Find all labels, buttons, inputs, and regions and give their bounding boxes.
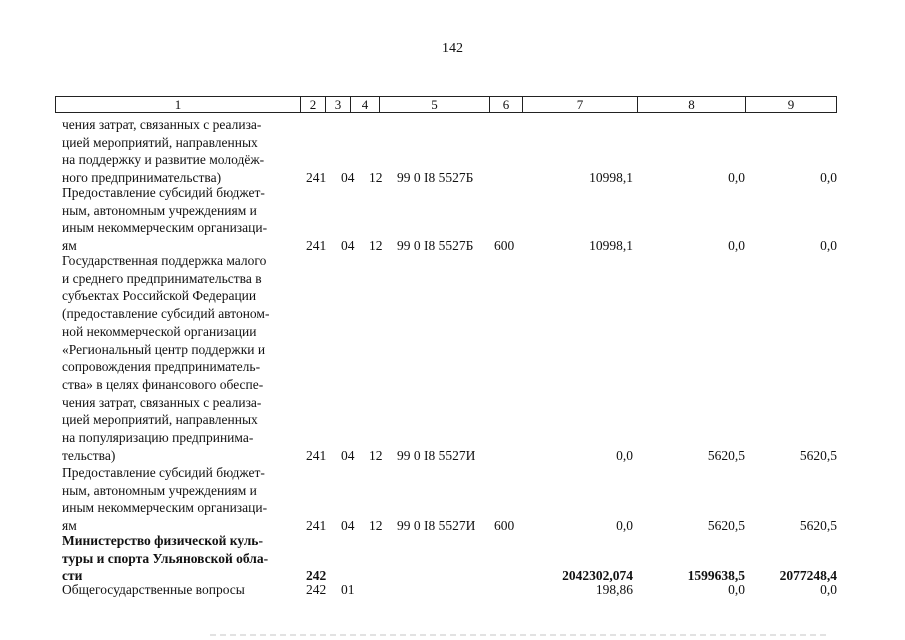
row-description bbox=[62, 581, 294, 599]
row-cell-c3: 04 bbox=[341, 447, 355, 463]
row-cell-c9: 0,0 bbox=[820, 238, 837, 254]
row-cell-c7: 0,0 bbox=[616, 518, 633, 534]
row-cell-c7: 2042302,074 bbox=[562, 568, 633, 584]
row-cell-c7: 0,0 bbox=[616, 447, 633, 463]
header-col-1: 1 bbox=[56, 97, 301, 112]
description-line: ного предпринимательства) bbox=[62, 170, 222, 186]
row-cell-c4: 12 bbox=[369, 447, 383, 463]
description-line: ям bbox=[62, 238, 77, 254]
row-cell-c4: 12 bbox=[369, 238, 383, 254]
row-cell-c8: 0,0 bbox=[728, 238, 745, 254]
description-line: туры и спорта Ульяновской обла- bbox=[62, 550, 269, 566]
description-line: Государственная поддержка малого bbox=[62, 253, 267, 268]
row-cell-c7: 198,86 bbox=[595, 582, 633, 597]
row-cell-c8: 1599638,5 bbox=[687, 568, 745, 584]
row-cell-c4: 12 bbox=[369, 170, 383, 186]
description-line: субъектах Российской Федерации bbox=[62, 288, 257, 304]
row-cell-c2: 241 bbox=[306, 170, 327, 186]
row-cell-c2: 241 bbox=[306, 447, 327, 463]
header-col-9: 9 bbox=[787, 97, 795, 112]
description-line: сти bbox=[62, 568, 83, 584]
row-cell-c9: 0,0 bbox=[820, 170, 837, 186]
description-line: Предоставление субсидий бюджет- bbox=[62, 185, 265, 200]
row-cell-c3: 04 bbox=[341, 518, 355, 534]
row-cell-c2: 241 bbox=[306, 238, 327, 254]
description-line: чения затрат, связанных с реализа- bbox=[62, 117, 262, 132]
description-line: «Региональный центр поддержки и bbox=[62, 341, 266, 357]
row-cell-c8: 0,0 bbox=[728, 170, 745, 186]
row-cell-c9: 2077248,4 bbox=[779, 568, 837, 584]
description-line: Предоставление субсидий бюджет- bbox=[62, 465, 265, 480]
header-col-8: 8 bbox=[638, 97, 746, 112]
description-line: (предоставление субсидий автоном- bbox=[62, 306, 270, 322]
description-line: сопровождения предприниматель- bbox=[62, 359, 261, 375]
row-cell-c5: 99 0 I8 5527Б bbox=[397, 238, 474, 254]
description-line: цией мероприятий, направленных bbox=[62, 412, 258, 428]
row-cell-c2: 242 bbox=[306, 568, 327, 584]
row-cell-c6: 600 bbox=[494, 238, 515, 254]
description-line: на поддержку и развитие молодёж- bbox=[62, 152, 265, 168]
row-cell-c5: 99 0 I8 5527И bbox=[397, 518, 476, 534]
description-line: и среднего предпринимательства в bbox=[62, 270, 262, 286]
row-cell-c9: 5620,5 bbox=[799, 447, 837, 463]
header-col-4: 4 bbox=[351, 97, 380, 112]
row-description bbox=[62, 116, 294, 187]
description-line: Министерство физической куль- bbox=[62, 533, 263, 548]
row-cell-c5: 99 0 I8 5527Б bbox=[397, 170, 474, 186]
description-line: ным, автономным учреждениям и bbox=[62, 202, 257, 218]
header-col-2: 2 bbox=[301, 97, 326, 112]
row-cell-c5: 99 0 I8 5527И bbox=[397, 447, 476, 463]
description-line: ным, автономным учреждениям и bbox=[62, 482, 257, 498]
description-line: Общегосударственные вопросы bbox=[62, 582, 245, 597]
row-cell-c2: 241 bbox=[306, 518, 327, 534]
row-description bbox=[62, 464, 294, 535]
row-description bbox=[62, 532, 294, 585]
description-line: ям bbox=[62, 518, 77, 534]
row-cell-c8: 5620,5 bbox=[707, 447, 745, 463]
table-header bbox=[55, 96, 837, 113]
row-cell-c3: 04 bbox=[341, 238, 355, 254]
description-line: ной некоммерческой организации bbox=[62, 323, 257, 339]
row-cell-c9: 5620,5 bbox=[799, 518, 837, 534]
header-col-5: 5 bbox=[380, 97, 490, 112]
row-cell-c7: 10998,1 bbox=[589, 238, 633, 254]
row-cell-c3: 01 bbox=[341, 582, 355, 597]
header-col-7: 7 bbox=[523, 97, 638, 112]
row-cell-c6: 600 bbox=[494, 518, 515, 534]
description-line: на популяризацию предпринима- bbox=[62, 430, 254, 446]
row-cell-c8: 5620,5 bbox=[707, 518, 745, 534]
description-line: чения затрат, связанных с реализа- bbox=[62, 394, 262, 410]
description-line: тельства) bbox=[62, 447, 116, 463]
header-col-3: 3 bbox=[326, 97, 351, 112]
row-cell-c2: 242 bbox=[306, 582, 327, 597]
description-line: иным некоммерческим организаци- bbox=[62, 220, 268, 236]
page-number: 142 bbox=[442, 41, 463, 56]
header-col-6: 6 bbox=[490, 97, 523, 112]
scan-artifact bbox=[210, 634, 830, 636]
row-cell-c4: 12 bbox=[369, 518, 383, 534]
description-line: цией мероприятий, направленных bbox=[62, 134, 258, 150]
row-cell-c8: 0,0 bbox=[728, 582, 745, 597]
row-cell-c9: 0,0 bbox=[820, 582, 837, 597]
row-description bbox=[62, 184, 294, 255]
description-line: ства» в целях финансового обеспе- bbox=[62, 376, 264, 392]
row-cell-c7: 10998,1 bbox=[589, 170, 633, 186]
row-description bbox=[62, 252, 294, 464]
description-line: иным некоммерческим организаци- bbox=[62, 500, 268, 516]
row-cell-c3: 04 bbox=[341, 170, 355, 186]
